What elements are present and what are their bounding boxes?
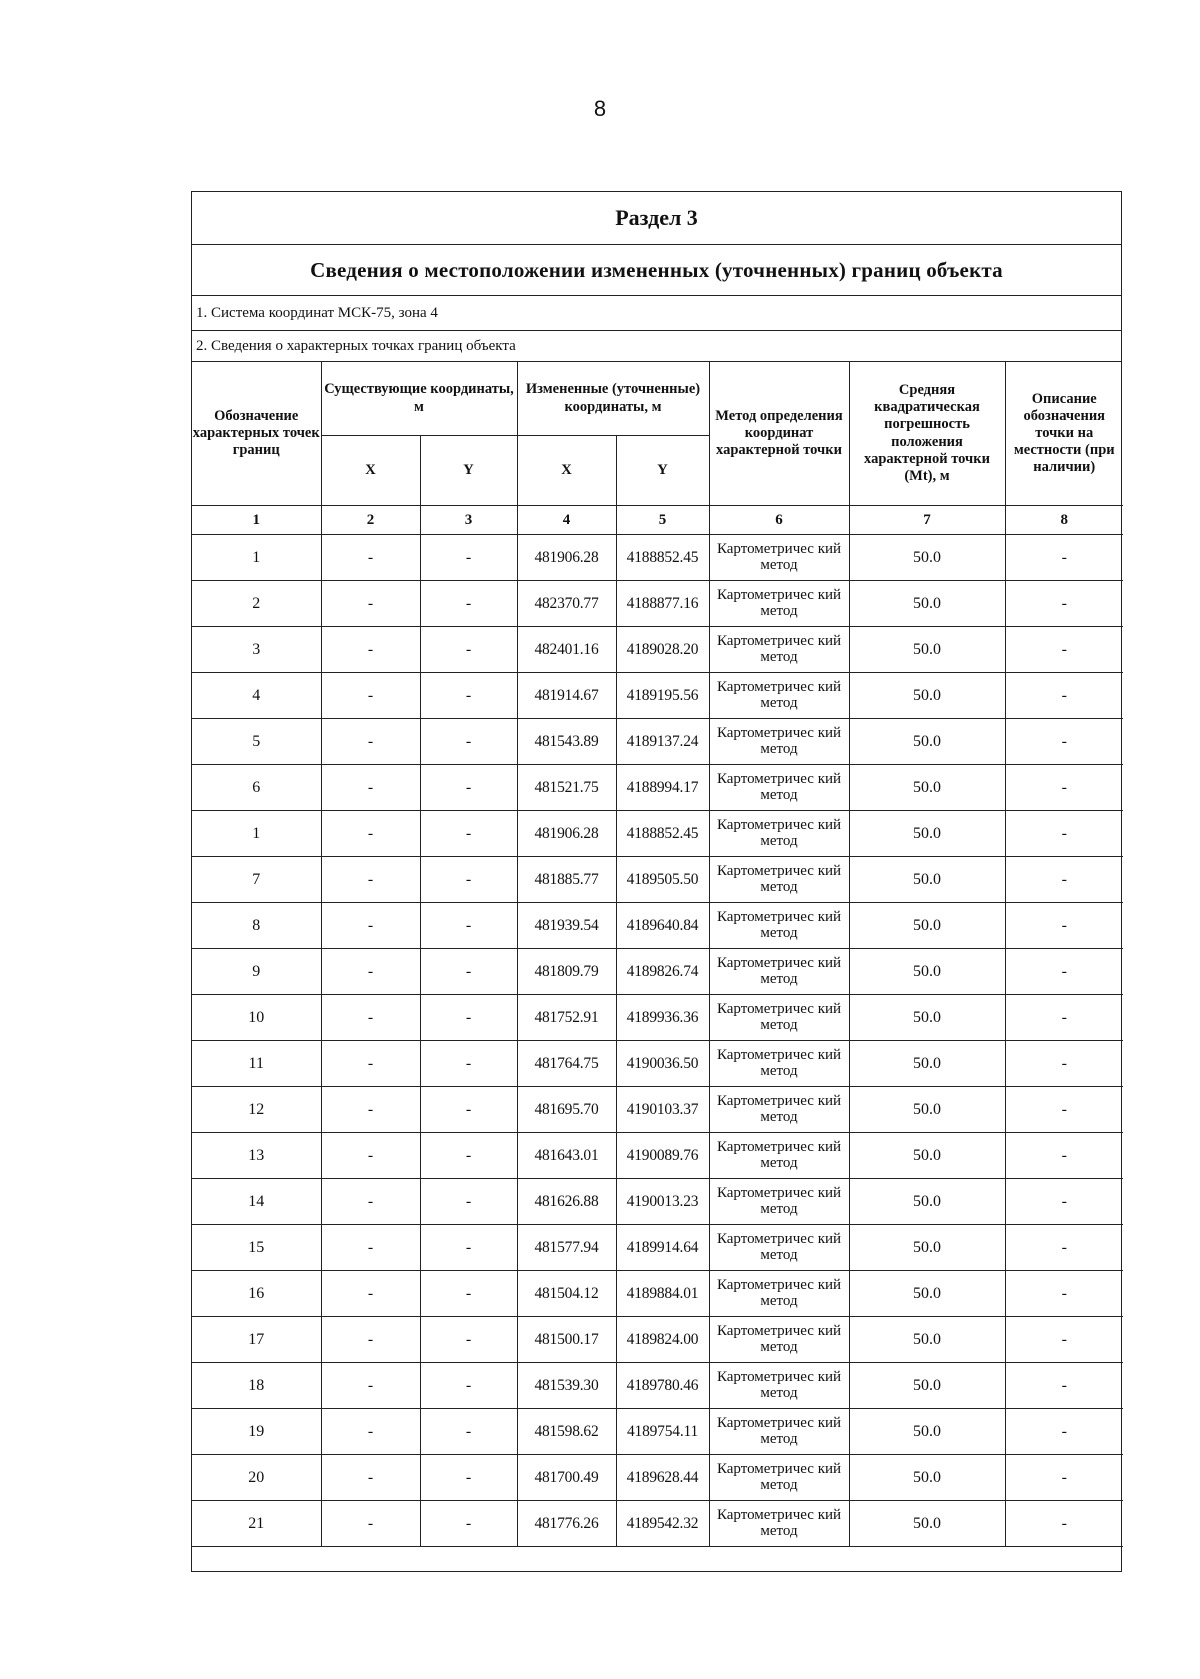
point-cell: 7 [192,857,321,903]
changed-y-cell: 4189028.20 [616,627,709,673]
existing-x-cell: - [321,903,420,949]
table-row [192,857,1123,903]
table-row [192,903,1123,949]
table-row [192,1133,1123,1179]
changed-y-cell: 4189826.74 [616,949,709,995]
point-cell: 3 [192,627,321,673]
header-changed-coords: Измененные (уточненные) координаты, м [517,362,709,436]
table-row [192,719,1123,765]
existing-x-cell: - [321,535,420,581]
description-cell: - [1005,1271,1123,1317]
rmse-cell: 50.0 [849,1317,1005,1363]
existing-y-cell: - [420,857,517,903]
method-cell: Картометричес кий метод [709,1271,849,1317]
column-number: 2 [321,506,420,535]
rmse-cell: 50.0 [849,765,1005,811]
table-row [192,1087,1123,1133]
point-cell: 19 [192,1409,321,1455]
existing-x-cell: - [321,1271,420,1317]
existing-y-cell: - [420,1041,517,1087]
method-cell: Картометричес кий метод [709,857,849,903]
coord-system-line: 1. Система координат МСК-75, зона 4 [192,296,1121,331]
section-frame [191,191,1122,1572]
existing-x-cell: - [321,1409,420,1455]
description-cell: - [1005,673,1123,719]
point-cell: 5 [192,719,321,765]
table-row [192,811,1123,857]
point-cell: 16 [192,1271,321,1317]
existing-x-cell: - [321,949,420,995]
existing-x-cell: - [321,1317,420,1363]
changed-x-cell: 481752.91 [517,995,616,1041]
points-info-line: 2. Сведения о характерных точках границ объекта [192,331,1121,362]
description-cell: - [1005,1455,1123,1501]
column-number: 7 [849,506,1005,535]
header-changed-y: Y [616,436,709,506]
changed-x-cell: 481906.28 [517,811,616,857]
point-cell: 12 [192,1087,321,1133]
description-cell: - [1005,903,1123,949]
existing-x-cell: - [321,1087,420,1133]
point-cell: 14 [192,1179,321,1225]
existing-y-cell: - [420,995,517,1041]
method-cell: Картометричес кий метод [709,719,849,765]
existing-x-cell: - [321,1133,420,1179]
table-row [192,1041,1123,1087]
changed-y-cell: 4188994.17 [616,765,709,811]
point-cell: 21 [192,1501,321,1547]
changed-y-cell: 4188877.16 [616,581,709,627]
header-existing-coords: Существующие координаты, м [321,362,517,436]
changed-x-cell: 481906.28 [517,535,616,581]
existing-x-cell: - [321,1225,420,1271]
description-cell: - [1005,811,1123,857]
existing-x-cell: - [321,1455,420,1501]
method-cell: Картометричес кий метод [709,1363,849,1409]
method-cell: Картометричес кий метод [709,1087,849,1133]
description-cell: - [1005,1317,1123,1363]
method-cell: Картометричес кий метод [709,1179,849,1225]
existing-y-cell: - [420,765,517,811]
changed-y-cell: 4189824.00 [616,1317,709,1363]
changed-y-cell: 4189505.50 [616,857,709,903]
method-cell: Картометричес кий метод [709,1409,849,1455]
point-cell: 8 [192,903,321,949]
existing-y-cell: - [420,903,517,949]
description-cell: - [1005,1041,1123,1087]
table-row [192,581,1123,627]
changed-y-cell: 4190089.76 [616,1133,709,1179]
method-cell: Картометричес кий метод [709,673,849,719]
point-cell: 2 [192,581,321,627]
point-cell: 9 [192,949,321,995]
existing-x-cell: - [321,627,420,673]
existing-y-cell: - [420,535,517,581]
rmse-cell: 50.0 [849,1363,1005,1409]
point-cell: 13 [192,1133,321,1179]
changed-x-cell: 481598.62 [517,1409,616,1455]
table-row [192,1225,1123,1271]
table-row [192,1363,1123,1409]
description-cell: - [1005,535,1123,581]
point-cell: 15 [192,1225,321,1271]
column-number-row [192,506,1123,535]
rmse-cell: 50.0 [849,719,1005,765]
rmse-cell: 50.0 [849,857,1005,903]
description-cell: - [1005,857,1123,903]
rmse-cell: 50.0 [849,1041,1005,1087]
description-cell: - [1005,627,1123,673]
existing-y-cell: - [420,1409,517,1455]
description-cell: - [1005,719,1123,765]
changed-y-cell: 4189914.64 [616,1225,709,1271]
changed-x-cell: 481626.88 [517,1179,616,1225]
existing-x-cell: - [321,719,420,765]
table-row [192,627,1123,673]
point-cell: 4 [192,673,321,719]
section-title: Раздел 3 [192,192,1121,245]
existing-x-cell: - [321,811,420,857]
existing-y-cell: - [420,627,517,673]
description-cell: - [1005,1087,1123,1133]
rmse-cell: 50.0 [849,1409,1005,1455]
rmse-cell: 50.0 [849,1501,1005,1547]
point-cell: 10 [192,995,321,1041]
existing-y-cell: - [420,1225,517,1271]
rmse-cell: 50.0 [849,811,1005,857]
existing-y-cell: - [420,1501,517,1547]
existing-y-cell: - [420,1179,517,1225]
existing-y-cell: - [420,581,517,627]
existing-y-cell: - [420,1271,517,1317]
existing-y-cell: - [420,949,517,995]
changed-x-cell: 481809.79 [517,949,616,995]
column-number: 4 [517,506,616,535]
table-row [192,1179,1123,1225]
changed-y-cell: 4190103.37 [616,1087,709,1133]
header-existing-x: X [321,436,420,506]
description-cell: - [1005,1133,1123,1179]
table-blank-row [192,1547,1121,1571]
existing-y-cell: - [420,673,517,719]
method-cell: Картометричес кий метод [709,1041,849,1087]
changed-y-cell: 4190036.50 [616,1041,709,1087]
existing-y-cell: - [420,811,517,857]
table-row [192,949,1123,995]
rmse-cell: 50.0 [849,535,1005,581]
page-number: 8 [593,96,607,121]
existing-x-cell: - [321,857,420,903]
changed-x-cell: 481885.77 [517,857,616,903]
table-row [192,535,1123,581]
points-table [192,362,1123,1547]
changed-x-cell: 481500.17 [517,1317,616,1363]
method-cell: Картометричес кий метод [709,581,849,627]
section-subtitle: Сведения о местоположении измененных (уточненных) границ объекта [192,245,1121,296]
changed-y-cell: 4189195.56 [616,673,709,719]
existing-x-cell: - [321,995,420,1041]
method-cell: Картометричес кий метод [709,1317,849,1363]
changed-x-cell: 481504.12 [517,1271,616,1317]
description-cell: - [1005,1501,1123,1547]
rmse-cell: 50.0 [849,673,1005,719]
changed-x-cell: 481776.26 [517,1501,616,1547]
description-cell: - [1005,765,1123,811]
table-row [192,1317,1123,1363]
table-row [192,1271,1123,1317]
table-row [192,765,1123,811]
point-cell: 1 [192,535,321,581]
method-cell: Картометричес кий метод [709,903,849,949]
changed-y-cell: 4190013.23 [616,1179,709,1225]
method-cell: Картометричес кий метод [709,1225,849,1271]
changed-x-cell: 481521.75 [517,765,616,811]
existing-x-cell: - [321,581,420,627]
rmse-cell: 50.0 [849,949,1005,995]
changed-x-cell: 481539.30 [517,1363,616,1409]
description-cell: - [1005,995,1123,1041]
changed-y-cell: 4188852.45 [616,811,709,857]
existing-x-cell: - [321,1363,420,1409]
rmse-cell: 50.0 [849,995,1005,1041]
existing-x-cell: - [321,1179,420,1225]
changed-x-cell: 481695.70 [517,1087,616,1133]
column-number: 3 [420,506,517,535]
point-cell: 18 [192,1363,321,1409]
changed-y-cell: 4189542.32 [616,1501,709,1547]
changed-y-cell: 4189628.44 [616,1455,709,1501]
method-cell: Картометричес кий метод [709,765,849,811]
method-cell: Картометричес кий метод [709,1501,849,1547]
existing-y-cell: - [420,719,517,765]
column-number: 6 [709,506,849,535]
existing-x-cell: - [321,765,420,811]
changed-x-cell: 481764.75 [517,1041,616,1087]
rmse-cell: 50.0 [849,1133,1005,1179]
changed-x-cell: 482401.16 [517,627,616,673]
existing-y-cell: - [420,1133,517,1179]
table-row [192,1455,1123,1501]
description-cell: - [1005,1409,1123,1455]
header-description: Описание обозначения точки на местности (при наличии) [1005,362,1123,506]
table-row [192,1501,1123,1547]
rmse-cell: 50.0 [849,903,1005,949]
existing-y-cell: - [420,1317,517,1363]
description-cell: - [1005,1179,1123,1225]
method-cell: Картометричес кий метод [709,535,849,581]
method-cell: Картометричес кий метод [709,1455,849,1501]
rmse-cell: 50.0 [849,1179,1005,1225]
existing-x-cell: - [321,673,420,719]
header-changed-x: X [517,436,616,506]
method-cell: Картометричес кий метод [709,627,849,673]
point-cell: 20 [192,1455,321,1501]
method-cell: Картометричес кий метод [709,811,849,857]
changed-x-cell: 481577.94 [517,1225,616,1271]
changed-y-cell: 4188852.45 [616,535,709,581]
points-table-body [192,535,1123,1547]
changed-x-cell: 481914.67 [517,673,616,719]
point-cell: 1 [192,811,321,857]
description-cell: - [1005,1225,1123,1271]
rmse-cell: 50.0 [849,1455,1005,1501]
table-row [192,1409,1123,1455]
description-cell: - [1005,949,1123,995]
rmse-cell: 50.0 [849,1225,1005,1271]
rmse-cell: 50.0 [849,1271,1005,1317]
column-number: 8 [1005,506,1123,535]
table-row [192,673,1123,719]
header-method: Метод определения координат характерной точки [709,362,849,506]
changed-y-cell: 4189780.46 [616,1363,709,1409]
existing-x-cell: - [321,1041,420,1087]
changed-y-cell: 4189936.36 [616,995,709,1041]
changed-y-cell: 4189884.01 [616,1271,709,1317]
existing-y-cell: - [420,1087,517,1133]
changed-x-cell: 481939.54 [517,903,616,949]
rmse-cell: 50.0 [849,627,1005,673]
point-cell: 6 [192,765,321,811]
method-cell: Картометричес кий метод [709,995,849,1041]
description-cell: - [1005,1363,1123,1409]
method-cell: Картометричес кий метод [709,1133,849,1179]
existing-y-cell: - [420,1455,517,1501]
changed-x-cell: 481700.49 [517,1455,616,1501]
changed-y-cell: 4189640.84 [616,903,709,949]
rmse-cell: 50.0 [849,1087,1005,1133]
changed-y-cell: 4189137.24 [616,719,709,765]
description-cell: - [1005,581,1123,627]
column-number: 1 [192,506,321,535]
point-cell: 17 [192,1317,321,1363]
header-existing-y: Y [420,436,517,506]
header-point-designation: Обозначение характерных точек границ [192,362,321,506]
changed-x-cell: 481643.01 [517,1133,616,1179]
changed-y-cell: 4189754.11 [616,1409,709,1455]
changed-x-cell: 481543.89 [517,719,616,765]
rmse-cell: 50.0 [849,581,1005,627]
method-cell: Картометричес кий метод [709,949,849,995]
changed-x-cell: 482370.77 [517,581,616,627]
existing-x-cell: - [321,1501,420,1547]
table-row [192,995,1123,1041]
column-number: 5 [616,506,709,535]
header-rmse: Средняя квадратическая погрешность положения характерной точки (Mt), м [849,362,1005,506]
existing-y-cell: - [420,1363,517,1409]
point-cell: 11 [192,1041,321,1087]
